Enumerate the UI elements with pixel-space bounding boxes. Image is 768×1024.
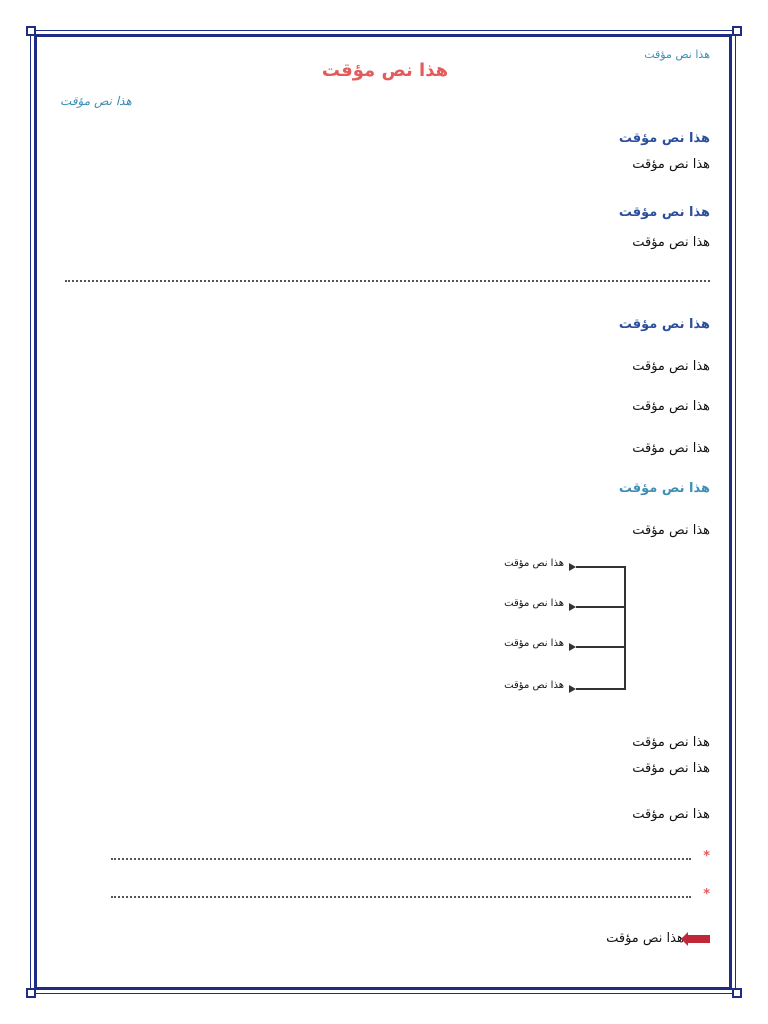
unit-2: هذا نص مؤقت (632, 399, 710, 414)
unit-1: هذا نص مؤقت (632, 359, 710, 374)
branch-3: هذا نص مؤقت (504, 638, 564, 649)
worksheet-page (60, 40, 710, 980)
humor-intro: هذا نص مؤقت (632, 807, 710, 822)
explanation-heading: هذا نص مؤقت (618, 481, 710, 496)
humor-answer-2 (60, 886, 710, 904)
branch-2: هذا نص مؤقت (504, 598, 564, 609)
intro-line-1: هذا نص مؤقت (618, 131, 710, 146)
branch-1: هذا نص مؤقت (504, 558, 564, 569)
intro-line-2: هذا نص مؤقت (632, 157, 710, 172)
author-name: هذا نص مؤقت (60, 94, 132, 108)
corner-ornament (26, 988, 36, 998)
corner-ornament (26, 26, 36, 36)
corner-ornament (732, 988, 742, 998)
topic-line-2: هذا نص مؤقت (632, 235, 710, 250)
paragraph-line-2: هذا نص مؤقت (632, 761, 710, 776)
worksheet-title: هذا نص مؤقت (321, 60, 449, 81)
bullet-star: * (703, 887, 710, 902)
corner-ornament (732, 26, 742, 36)
bullet-star: * (703, 849, 710, 864)
answer-line (65, 276, 710, 282)
arrow-icon (688, 935, 710, 943)
closing-note: هذا نص مؤقت (60, 930, 710, 948)
branch-4: هذا نص مؤقت (504, 680, 564, 691)
topic-line-1: هذا نص مؤقت (618, 205, 710, 220)
humor-answer-1 (60, 848, 710, 866)
header-caption: هذا نص مؤقت (644, 48, 710, 61)
components-intro: هذا نص مؤقت (632, 523, 710, 538)
units-intro: هذا نص مؤقت (618, 317, 710, 332)
unit-3: هذا نص مؤقت (632, 441, 710, 456)
paragraph-line-1: هذا نص مؤقت (632, 735, 710, 750)
